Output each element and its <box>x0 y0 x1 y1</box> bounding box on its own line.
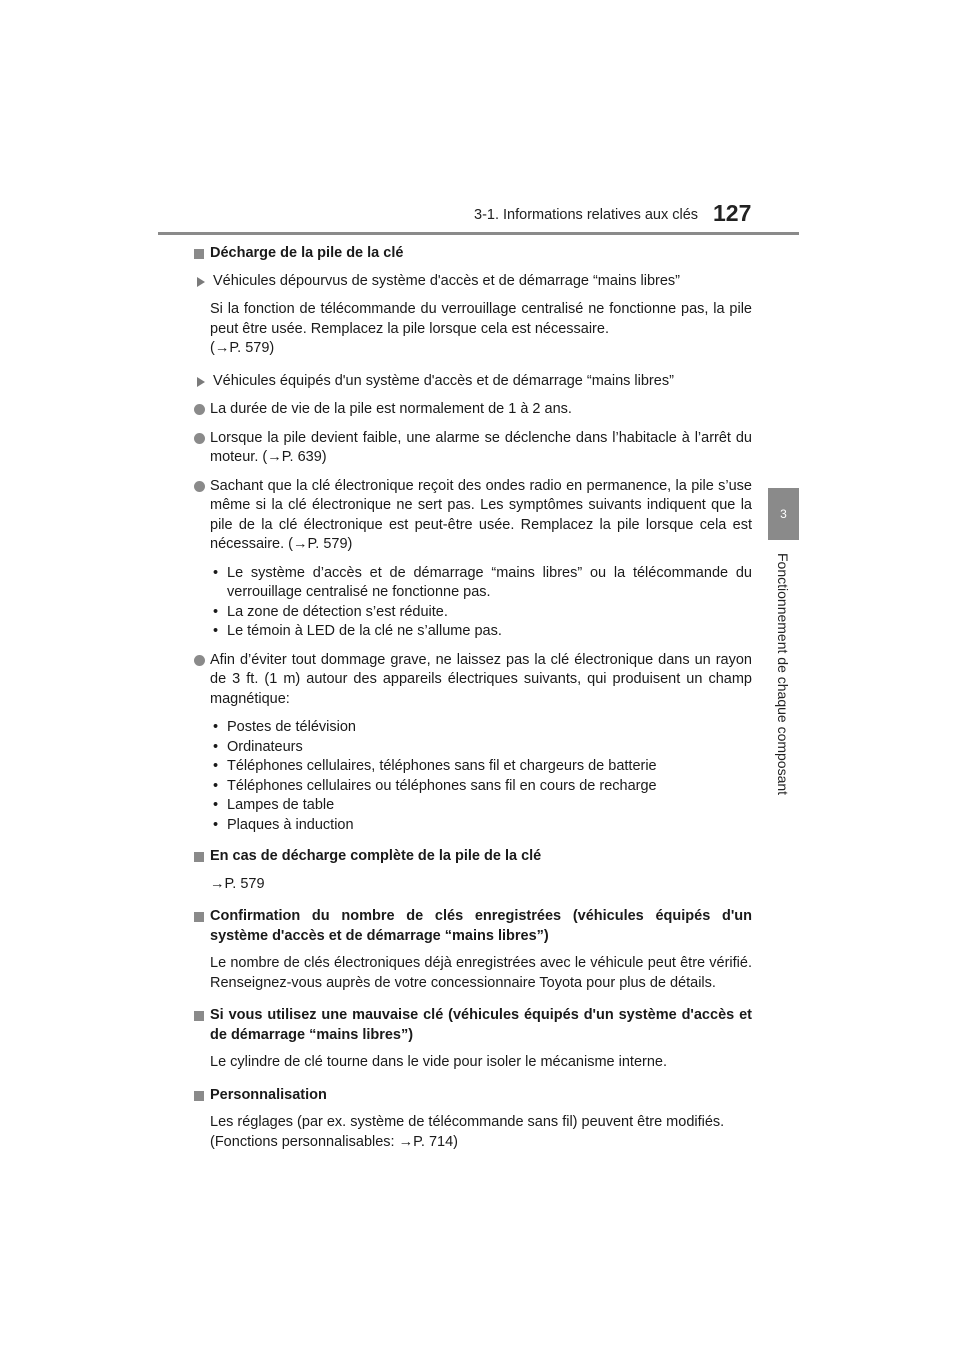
arrow-right-icon <box>197 377 205 387</box>
page-reference: (→P. 579) <box>210 340 275 356</box>
vehicle-condition: Véhicules équipés d'un système d'accès et de démarrage “mains libres” <box>210 372 752 392</box>
bullet-dot-icon <box>194 433 205 444</box>
list-item: • La zone de détection s’est réduite. <box>210 603 752 623</box>
section-heading: Si vous utilisez une mauvaise clé (véhicules équipés d'un système d'accès et de démarrage “mains libres”) <box>210 1006 752 1045</box>
paragraph: Le cylindre de clé tourne dans le vide pour isoler le mécanisme interne. <box>210 1054 667 1070</box>
bullet-item: La durée de vie de la pile est normalement de 1 à 2 ans. <box>210 400 752 420</box>
page-reference: (Fonctions personnalisables: →P. 714) <box>210 1133 458 1150</box>
list-item: • Postes de télévision <box>210 718 752 738</box>
list-item: • Le système d’accès et de démarrage “mains libres” ou la télécommande du verrouillage centralisé ne fonctionne pas. <box>210 564 752 603</box>
chapter-tab: 3 <box>768 488 799 540</box>
square-marker-icon <box>194 1091 204 1101</box>
bullet-item: Lorsque la pile devient faible, une alarme se déclenche dans l’habitacle à l’arrêt du moteur. (→P. 639) <box>210 429 752 468</box>
list-item: • Le témoin à LED de la clé ne s’allume pas. <box>210 622 752 642</box>
bullet-dot-icon <box>194 404 205 415</box>
section-heading: En cas de décharge complète de la pile de la clé <box>210 847 752 867</box>
vehicle-condition: Véhicules dépourvus de système d'accès et de démarrage “mains libres” <box>210 272 752 292</box>
square-marker-icon <box>194 249 204 259</box>
square-marker-icon <box>194 852 204 862</box>
device-list <box>210 718 752 835</box>
paragraph: Le nombre de clés électroniques déjà enregistrées avec le véhicule peut être vérifié. Renseignez-vous auprès de votre concessionnaire Toyota pour plus de détails. <box>210 955 752 991</box>
section-heading: Décharge de la pile de la clé <box>210 244 752 264</box>
bullet-dot-icon <box>194 481 205 492</box>
paragraph: Les réglages (par ex. système de télécommande sans fil) peuvent être modifiés. (Fonctions personnalisables: →P. 714) <box>210 1114 725 1150</box>
section-complete-discharge <box>210 847 752 894</box>
symptom-list <box>210 564 752 642</box>
list-item: • Téléphones cellulaires, téléphones sans fil et chargeurs de batterie <box>210 757 752 777</box>
paragraph: Si la fonction de télécommande du verrouillage centralisé ne fonctionne pas, la pile peut être usée. Remplacez la pile lorsque cela est nécessaire. (→P. 579) <box>210 301 752 356</box>
running-header-section: 3-1. Informations relatives aux clés <box>474 207 699 223</box>
section-heading: Personnalisation <box>210 1086 752 1106</box>
bullet-dot-icon <box>194 655 205 666</box>
section-key-confirmation <box>210 907 752 993</box>
list-item: • Téléphones cellulaires ou téléphones sans fil en cours de recharge <box>210 777 752 797</box>
list-item: • Lampes de table <box>210 796 752 816</box>
page-content <box>210 244 752 1161</box>
page-reference: →P. 579 <box>210 875 265 892</box>
section-heading: Confirmation du nombre de clés enregistrées (véhicules équipés d'un système d'accès et de démarrage “mains libres”) <box>210 907 752 946</box>
square-marker-icon <box>194 912 204 922</box>
list-item: • Plaques à induction <box>210 816 752 836</box>
page-number: 127 <box>713 200 752 226</box>
bullet-item: Afin d’éviter tout dommage grave, ne laissez pas la clé électronique dans un rayon de 3 ft. (1 m) autour des appareils électriques suivants, qui produisent un champ magnétique: <box>210 651 752 710</box>
section-wrong-key <box>210 1006 752 1073</box>
square-marker-icon <box>194 1011 204 1021</box>
bullet-item: Sachant que la clé électronique reçoit des ondes radio en permanence, la pile s’use même si la clé électronique ne sert pas. Les symptômes suivants indiquent que la pile de la clé électronique est peut-être usée. Remplacez la pile lorsque cela est nécessaire. (→P. 579) <box>210 477 752 555</box>
arrow-right-icon <box>197 277 205 287</box>
chapter-title-vertical: Fonctionnement de chaque composant <box>775 553 791 796</box>
header-divider <box>158 232 799 235</box>
section-decharge <box>210 244 752 835</box>
section-customization <box>210 1086 752 1153</box>
list-item: • Ordinateurs <box>210 738 752 758</box>
